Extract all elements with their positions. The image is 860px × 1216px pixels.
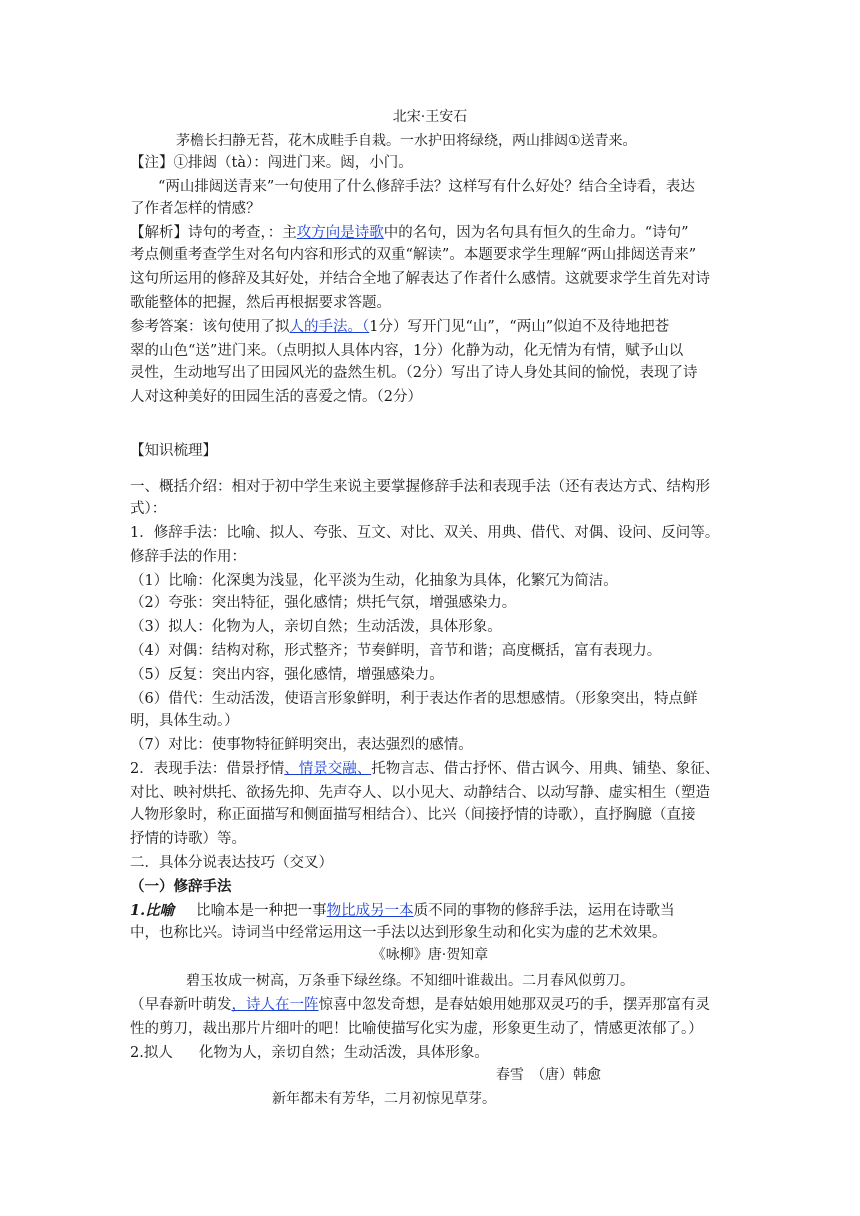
analysis-text: 【解析】诗句的考查，：主 (130, 225, 297, 241)
answer-line (130, 316, 669, 338)
poem-title: 春雪 （唐）韩愈 (496, 1067, 601, 1083)
question-line: “两山排闼送青来”一句使用了什么修辞手法？这样写有什么好处？结合全诗看，表达 (158, 179, 695, 195)
metaphor-line (130, 900, 675, 922)
expression-line: 对比、映衬烘托、欲扬先抑、先声夺人、以小见大、动静结合、以动写静、虚实相生（塑造 (130, 785, 710, 801)
part2-title: 二．具体分说表达技巧（交叉） (130, 855, 333, 871)
metaphor-text: 比喻本是一种把一事 (196, 903, 327, 919)
effect-item: （5）反复：突出内容，强化感情，增强感染力。 (130, 667, 444, 683)
personify-label: 2.拟人 (130, 1045, 173, 1061)
poem-explanation: 性的剪刀，裁出那片片细叶的吧！比喻使描写化实为虚，形象更生动了，情感更浓郁了。） (130, 1021, 703, 1037)
rhetoric-list: 1．修辞手法：比喻、拟人、夸张、互文、对比、双关、用典、借代、对偶、设问、反问等。 (130, 525, 720, 541)
analysis-line: 歌能整体的把握，然后再根据要求答题。 (130, 295, 391, 311)
expression-line (130, 758, 719, 780)
effect-item: （6）借代：生动活泼，使语言形象鲜明，利于表达作者的思想感情。（形象突出，特点鲜 (130, 691, 698, 707)
expression-line: 人物形象时，称正面描写和侧面描写相结合）、比兴（间接抒情的诗歌），直抒胸臆（直接 (130, 807, 696, 823)
metaphor-text: 质不同的事物的修辞手法，运用在诗歌当 (413, 903, 675, 919)
poem-text: 新年都未有芳华，二月初惊见草芽。 (272, 1091, 496, 1107)
poem-title: 北宋·王安石 (392, 109, 468, 125)
personify-line (130, 1042, 489, 1064)
metaphor-line: 中，也称比兴。诗词当中经常运用这一手法以达到形象生动和化实为虚的艺术效果。 (130, 925, 667, 941)
section-title: 【知识梳理】 (130, 443, 217, 459)
answer-line: 人对这种美好的田园生活的喜爱之情。（2分） (130, 389, 422, 405)
expression-link[interactable]: 、情景交融、 (284, 761, 372, 777)
poem-text: 茅檐长扫静无苔，花木成畦手自栽。一水护田将绿绕，两山排闼①送青来。 (176, 133, 637, 149)
poem-note: 【注】①排闼（tà）：闯进门来。闼，小门。 (130, 155, 413, 171)
poem-title: 《咏柳》唐·贺知章 (371, 947, 489, 963)
analysis-link[interactable]: 攻方向是诗歌 (296, 225, 384, 241)
answer-line: 翠的山色“送”进门来。（点明拟人具体内容，1分）化静为动，化无情为有情，赋予山以 (130, 343, 684, 359)
answer-text: 1分）写开门见“山”，“两山”似迫不及待地把苍 (369, 319, 670, 335)
analysis-line: 考点侧重考查学生对名句内容和形式的双重“解读”。本题要求学生理解“两山排闼送青来” (130, 247, 697, 263)
effect-item: （1）比喻：化深奥为浅显，化平淡为生动，化抽象为具体，化繁冗为简洁。 (130, 573, 618, 589)
expression-line: 抒情的诗歌）等。 (130, 831, 246, 847)
poem-text: 碧玉妆成一树高，万条垂下绿丝绦。不知细叶谁裁出。二月春风似剪刀。 (186, 973, 634, 989)
poem-explanation-link[interactable]: ，诗人在一阵 (231, 997, 319, 1013)
metaphor-label: 1.比喻 (130, 902, 175, 919)
answer-text: 参考答案：该句使用了拟 (130, 319, 290, 335)
expression-text: 2．表现手法：借景抒情 (130, 761, 285, 777)
effect-item: 明，具体生动。） (130, 713, 239, 729)
poem-explanation-text: 惊喜中忽发奇想，是春姑娘用她那双灵巧的手，摆弄那富有灵 (318, 997, 710, 1013)
effect-item: （7）对比：使事物特征鲜明突出，表达强烈的感情。 (130, 737, 473, 753)
analysis-line: 这句所运用的修辞及其好处，并结合全地了解表达了作者什么感情。这就要求学生首先对诗 (130, 271, 710, 287)
effect-item: （4）对偶：结构对称，形式整齐；节奏鲜明，音节和谐；高度概括，富有表现力。 (130, 643, 662, 659)
answer-line: 灵性，生动地写出了田园风光的盎然生机。（2分）写出了诗人身处其间的愉悦，表现了诗 (130, 365, 698, 381)
question-line: 了作者怎样的情感？ (130, 201, 261, 217)
overview-line: 一、概括介绍：相对于初中学生来说主要掌握修辞手法和表现手法（还有表达方式、结构形 (130, 479, 710, 495)
answer-link[interactable]: 人的手法。（ (289, 319, 370, 335)
effect-item: （3）拟人：化物为人，亲切自然；生动活泼，具体形象。 (130, 619, 502, 635)
poem-explanation (130, 994, 710, 1016)
personify-text: 化物为人，亲切自然；生动活泼，具体形象。 (198, 1045, 489, 1061)
analysis-text: 中的名句，因为名句具有恒久的生命力。“诗句” (383, 225, 689, 241)
sub1-title: （一）修辞手法 (130, 878, 232, 895)
analysis-line (130, 222, 689, 244)
metaphor-link[interactable]: 物比成另一本 (326, 903, 414, 919)
overview-line: 式）： (130, 501, 167, 517)
effect-item: （2）夸张：突出特征，强化感情；烘托气氛，增强感染力。 (130, 595, 517, 611)
rhetoric-effect-title: 修辞手法的作用： (130, 549, 246, 565)
expression-text: 托物言志、借古抒怀、借古讽今、用典、铺垫、象征、 (371, 761, 720, 777)
poem-explanation-text: （早春新叶萌发 (130, 997, 232, 1013)
